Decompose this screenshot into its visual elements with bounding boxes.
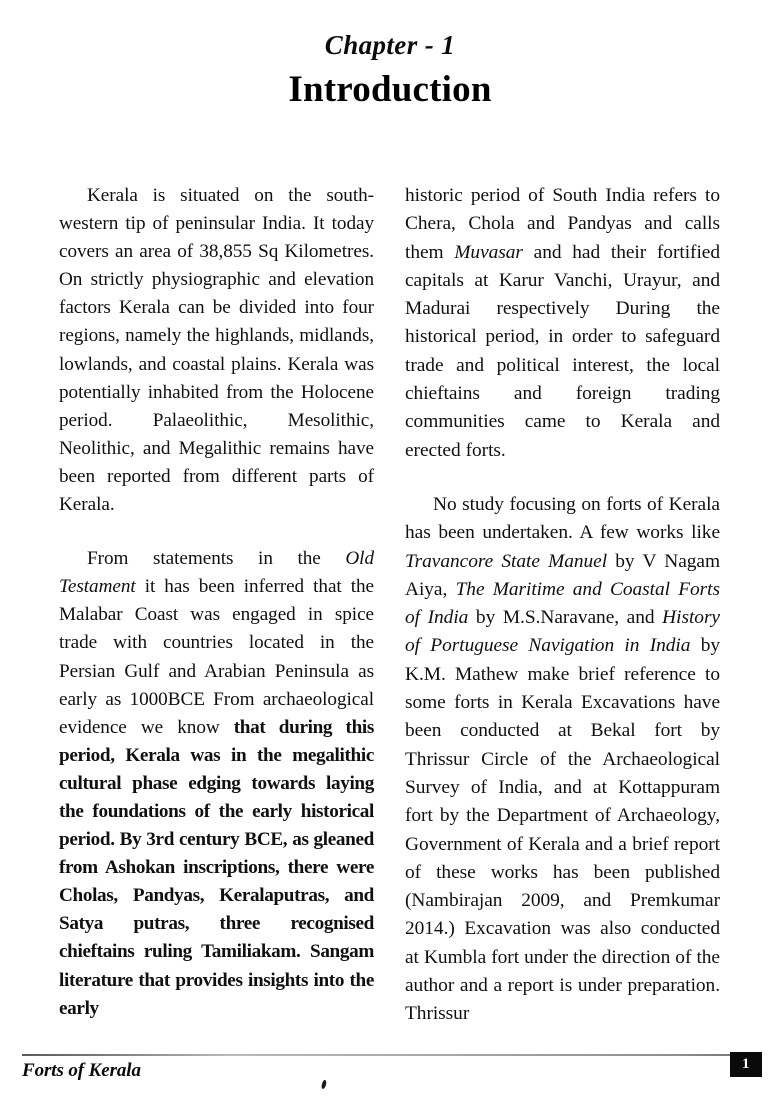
chapter-label: Chapter - 1 xyxy=(324,30,456,60)
page-number-badge: 1 xyxy=(730,1052,762,1077)
paragraph-left-2-text-c: that during this period, Kerala was in the megalithic cultural phase edging towards laying the foundations of the early historical period. By 3rd century BCE, as gleaned from Ashokan inscriptions, there were Cholas, Pandyas, Keralaputras, and Satya putras, three recognised chieftains ruling Tamiliakam. Sangam literature that provides insights into the early xyxy=(59,716,374,1019)
book-title-travancore-state-manuel: Travancore State Manuel xyxy=(405,550,608,572)
paragraph-left-2-text-a: From statements in the xyxy=(87,548,346,570)
running-head-title: Forts of Kerala xyxy=(22,1060,141,1081)
paragraph-right-2-text-b: by V Nagam Aiya, xyxy=(405,550,721,600)
right-column xyxy=(405,182,720,1029)
left-column xyxy=(59,182,374,1029)
paragraph-right-2 xyxy=(405,491,720,1029)
paragraph-left-2-text-b: it has been inferred that the Malabar Coast was engaged in spice trade with countries located in the Persian Gulf and Arabian Peninsula as early as 1000BCE From archaeological evidence we know xyxy=(59,576,374,738)
book-title-maritime-and-coastal-forts-of-india: The Maritime and Coastal Forts of India xyxy=(405,578,721,629)
paragraph-right-2-text-c: by M.S.Naravane, and xyxy=(468,607,663,629)
scan-artifact-speck xyxy=(321,1080,328,1090)
footer-divider xyxy=(22,1054,762,1056)
term-muvasar: Muvasar xyxy=(454,241,523,263)
two-column-body xyxy=(59,182,721,1029)
paragraph-right-2-text-d: by K.M. Mathew make brief reference to some forts in Kerala Excavations have been conducted at Bekal fort by Thrissur Circle of the Archaeological Survey of India, and at Kottappuram fort by the Department of Archaeology, Government of Kerala and a brief report of these works has been published (Nambirajan 2009, and Premkumar 2014.) Excavation was also conducted at Kumbla fort under the direction of the author and a report is under preparation. Thrissur xyxy=(405,635,720,1025)
paragraph-right-1-text-b: and had their fortified capitals at Karur Vanchi, Urayur, and Madurai respectively During the historical period, in order to safeguard trade and political interest, the local chieftains and foreign trading communities came to Kerala and erected forts. xyxy=(405,241,720,461)
page-title: Introduction xyxy=(288,69,492,111)
book-title-history-of-portuguese-navigation-in-india: History of Portuguese Navigation in India xyxy=(405,607,720,657)
paragraph-right-2-text-a: No study focusing on forts of Kerala has been undertaken. A few works like xyxy=(405,493,720,544)
paragraph-right-1 xyxy=(405,182,720,465)
paragraph-left-1: Kerala is situated on the south-western tip of peninsular India. It today covers an area of 38,855 Sq Kilometres. On strictly physiographic and elevation factors Kerala can be divided into four regions, namely the highlands, midlands, lowlands, and coastal plains. Kerala was potentially inhabited from the Holocene period. Palaeolithic, Mesolithic, Neolithic, and Megalithic remains have been reported from different parts of Kerala. xyxy=(59,185,374,516)
chapter-heading xyxy=(0,30,780,112)
book-title-old-testament: Old Testament xyxy=(59,548,374,598)
paragraph-left-2 xyxy=(59,545,374,1023)
paragraph-right-1-text-a: historic period of South India refers to Chera, Chola and Pandyas and calls them xyxy=(405,185,720,263)
